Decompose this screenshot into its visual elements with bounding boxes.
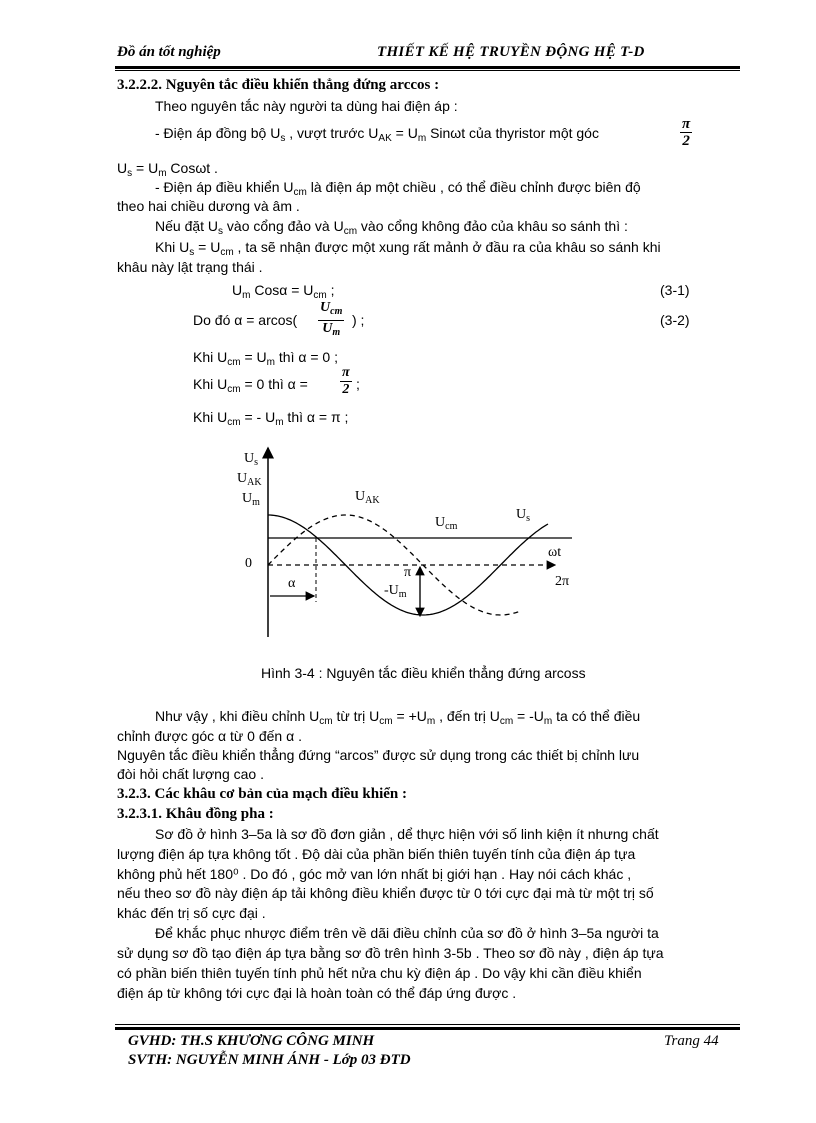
paragraph-5: Nếu đặt $U_s$ vào cổng đảo và $U_{cm}$ vào cổng không đảo của khâu so sánh thì : [155, 218, 628, 237]
section-title: 3.2.2.2. Nguyên tắc điều khiển thẳng đứng arccos : [117, 77, 440, 93]
footer-rule-thick [115, 1027, 740, 1030]
fraction-pi-over-2-b: $\frac{\pi}{2}$ [342, 365, 350, 397]
header-right: THIẾT KẾ HỆ TRUYỀN ĐỘNG HỆ T-D [377, 44, 645, 60]
paragraph-2: - Điện áp đồng bộ $U_s$ , vượt trước $U_{AK} = U_m$ Sinωt của thyristor một góc [155, 125, 599, 144]
footer-page-number: Trang 44 [664, 1033, 719, 1049]
equation-4: Khi $U_{cm} = 0$ thì α = [193, 376, 308, 395]
equation-1-number: (3-1) [660, 282, 690, 298]
paragraph-4-line2: theo hai chiều dương và âm . [117, 198, 300, 214]
paragraph-3: $U_s = U_m$ Cosωt . [117, 160, 218, 179]
equation-5: Khi $U_{cm}$ = - $U_m$ thì α = π ; [193, 409, 349, 428]
page-header [115, 40, 740, 66]
equation-2-left: Do đó α = arcos( [193, 312, 298, 328]
paragraph-4: - Điện áp điều khiển $U_{cm}$ là điện áp một chiều , có thể điều chỉnh được biên độ [155, 179, 641, 198]
paragraph-9-line5: khác đến trị số cực đại . [117, 905, 266, 921]
paragraph-7-line2: chỉnh được góc α từ 0 đến α . [117, 728, 302, 744]
paragraph-9-line4: nếu theo sơ đồ này điện áp tải không điều khiển được từ 0 tới cực đại mà từ một trị số [117, 885, 654, 901]
paragraph-1: Theo nguyên tắc này người ta dùng hai điện áp : [155, 98, 458, 114]
footer-student: SVTH: NGUYỄN MINH ÁNH - Lớp 03 ĐTD [128, 1052, 411, 1068]
paragraph-9-line3: không phủ hết 180⁰ . Do đó , góc mở van lớn nhất bị giới hạn . Hay nói cách khác , [117, 866, 632, 882]
paragraph-9-line2: lượng điện áp tựa không tốt . Độ dài của phần biến thiên tuyến tính của điện áp tựa [117, 846, 636, 862]
label-wt: ωt [548, 545, 562, 560]
header-rule-thin [115, 70, 740, 71]
label-uak-axis: $U_{AK}$ [237, 471, 262, 488]
paragraph-9: Sơ đồ ở hình 3–5a là sơ đồ đơn giản , dể thực hiện với số linh kiện ít nhưng chất [155, 826, 659, 842]
paragraph-6: Khi $U_s = U_{cm}$ , ta sẽ nhận được một xung rất mảnh ở đầu ra của khâu so sánh khi [155, 239, 661, 258]
equation-3: Khi $U_{cm} = U_m$ thì α = 0 ; [193, 349, 338, 368]
equation-4-end: ; [356, 376, 360, 392]
label-ucm: $U_{cm}$ [435, 515, 458, 532]
label-2pi: 2π [555, 574, 570, 589]
waveform-figure [230, 442, 590, 642]
label-alpha: α [288, 576, 296, 591]
label-zero: 0 [245, 556, 252, 571]
paragraph-10-line3: có phần biến thiên tuyến tính phủ hết nửa chu kỳ điện áp . Do vậy khi cần điều khiển [117, 965, 642, 981]
label-uak-curve: $U_{AK}$ [355, 489, 380, 506]
paragraph-6-line2: khâu này lật trạng thái . [117, 259, 263, 275]
paragraph-8: Nguyên tắc điều khiển thẳng đứng “arcos” được sử dụng trong các thiết bị chỉnh lưu [117, 747, 640, 763]
header-rule-thick [115, 66, 740, 69]
fraction-ucm-over-um: $U_{cm}$ $U_m$ [320, 300, 343, 338]
paragraph-10: Để khắc phục nhược điểm trên về dãi điều chỉnh của sơ đồ ở hình 3–5a người ta [155, 925, 659, 941]
footer-advisor: GVHD: TH.S KHƯƠNG CÔNG MINH [128, 1033, 375, 1049]
label-us: $U_s$ [244, 451, 259, 468]
figure-caption: Hình 3-4 : Nguyên tắc điều khiển thẳng đứng arcoss [261, 665, 586, 681]
header-left: Đồ án tốt nghiệp [117, 44, 221, 60]
label-pi: π [404, 565, 412, 580]
heading-3-2-3-1: 3.2.3.1. Khâu đồng pha : [117, 806, 274, 822]
paragraph-7: Như vậy , khi điều chỉnh $U_{cm}$ từ trị $U_{cm} = +U_m$ , đến trị $U_{cm} = -U_m$ ta có thể điều [155, 708, 641, 727]
label-neg-um: $-U_m$ [384, 583, 407, 600]
paragraph-8-line2: đòi hỏi chất lượng cao . [117, 766, 264, 782]
fraction-pi-over-2: $\frac{\pi}{2}$ [682, 116, 691, 149]
heading-3-2-3: 3.2.3. Các khâu cơ bản của mạch điều khiển : [117, 786, 408, 802]
paragraph-10-line4: điện áp từ không tới cực đại là hoàn toàn có thể đáp ứng được . [117, 985, 517, 1001]
label-us-curve: $U_s$ [516, 507, 531, 524]
footer-rule-thin [115, 1024, 740, 1025]
equation-1: $U_m$ $Cos\alpha = U_{cm}$ ; [232, 282, 335, 301]
equation-2-right: ) ; [352, 312, 365, 328]
equation-2-number: (3-2) [660, 312, 690, 328]
paragraph-10-line2: sử dụng sơ đồ tạo điện áp tựa bằng sơ đồ trên hình 3-5b . Theo sơ đồ này , điện áp tựa [117, 945, 664, 961]
label-um: $U_m$ [242, 491, 260, 508]
